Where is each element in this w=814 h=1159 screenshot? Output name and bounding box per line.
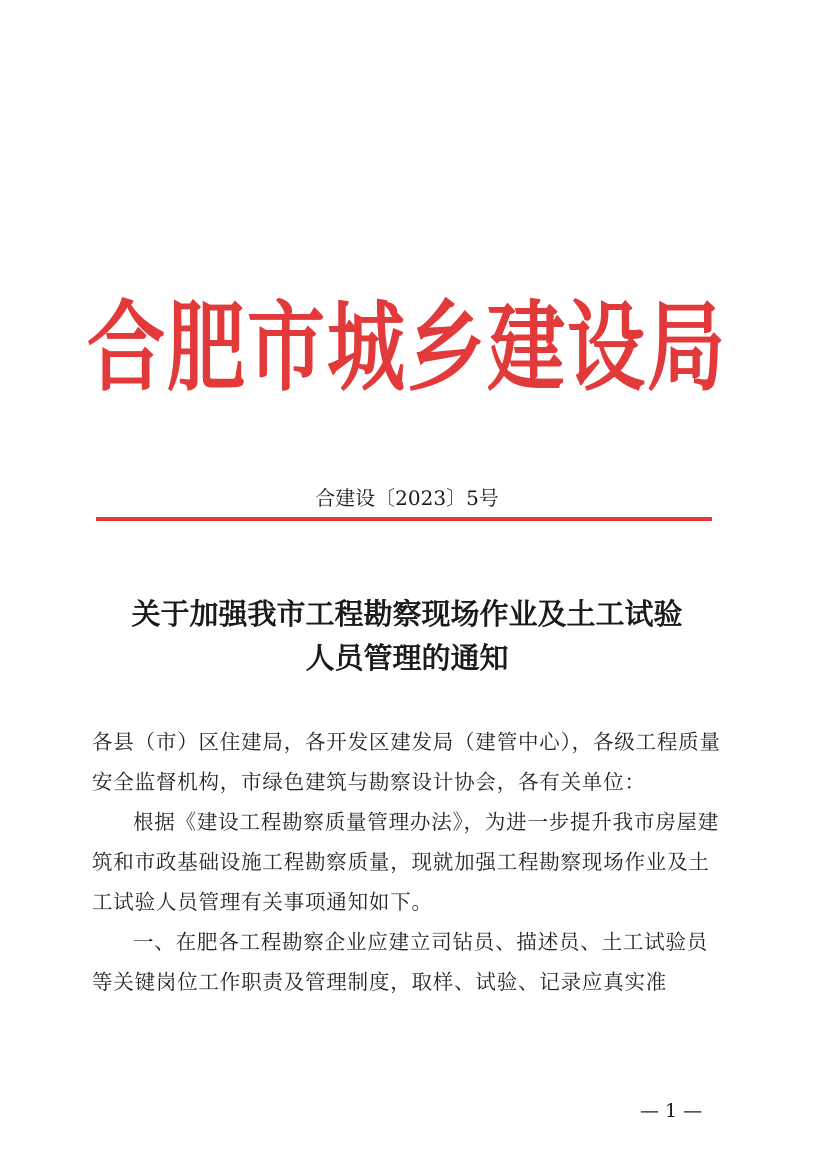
body-text — [92, 722, 724, 1002]
red-divider — [96, 517, 712, 521]
paragraph-1: 根据《建设工程勘察质量管理办法》，为进一步提升我市房屋建筑和市政基础设施工程勘察质量，现就加强工程勘察现场作业及土工试验人员管理有关事项通知如下。 — [92, 810, 720, 914]
notice-title — [0, 592, 814, 680]
notice-title-line1: 关于加强我市工程勘察现场作业及土工试验 — [131, 597, 683, 631]
notice-title-line2: 人员管理的通知 — [305, 641, 509, 675]
salutation: 各县（市）区住建局，各开发区建发局（建管中心），各级工程质量安全监督机构，市绿色建筑与勘察设计协会，各有关单位： — [92, 730, 721, 794]
paragraph-2: 一、在肥各工程勘察企业应建立司钻员、描述员、土工试验员等关键岗位工作职责及管理制度，取样、试验、记录应真实准 — [92, 930, 709, 994]
org-title: 合肥市城乡建设局 — [86, 291, 727, 405]
doc-number: 合建设〔2023〕5号 — [315, 486, 499, 510]
page-number: — 1 — — [640, 1100, 703, 1122]
